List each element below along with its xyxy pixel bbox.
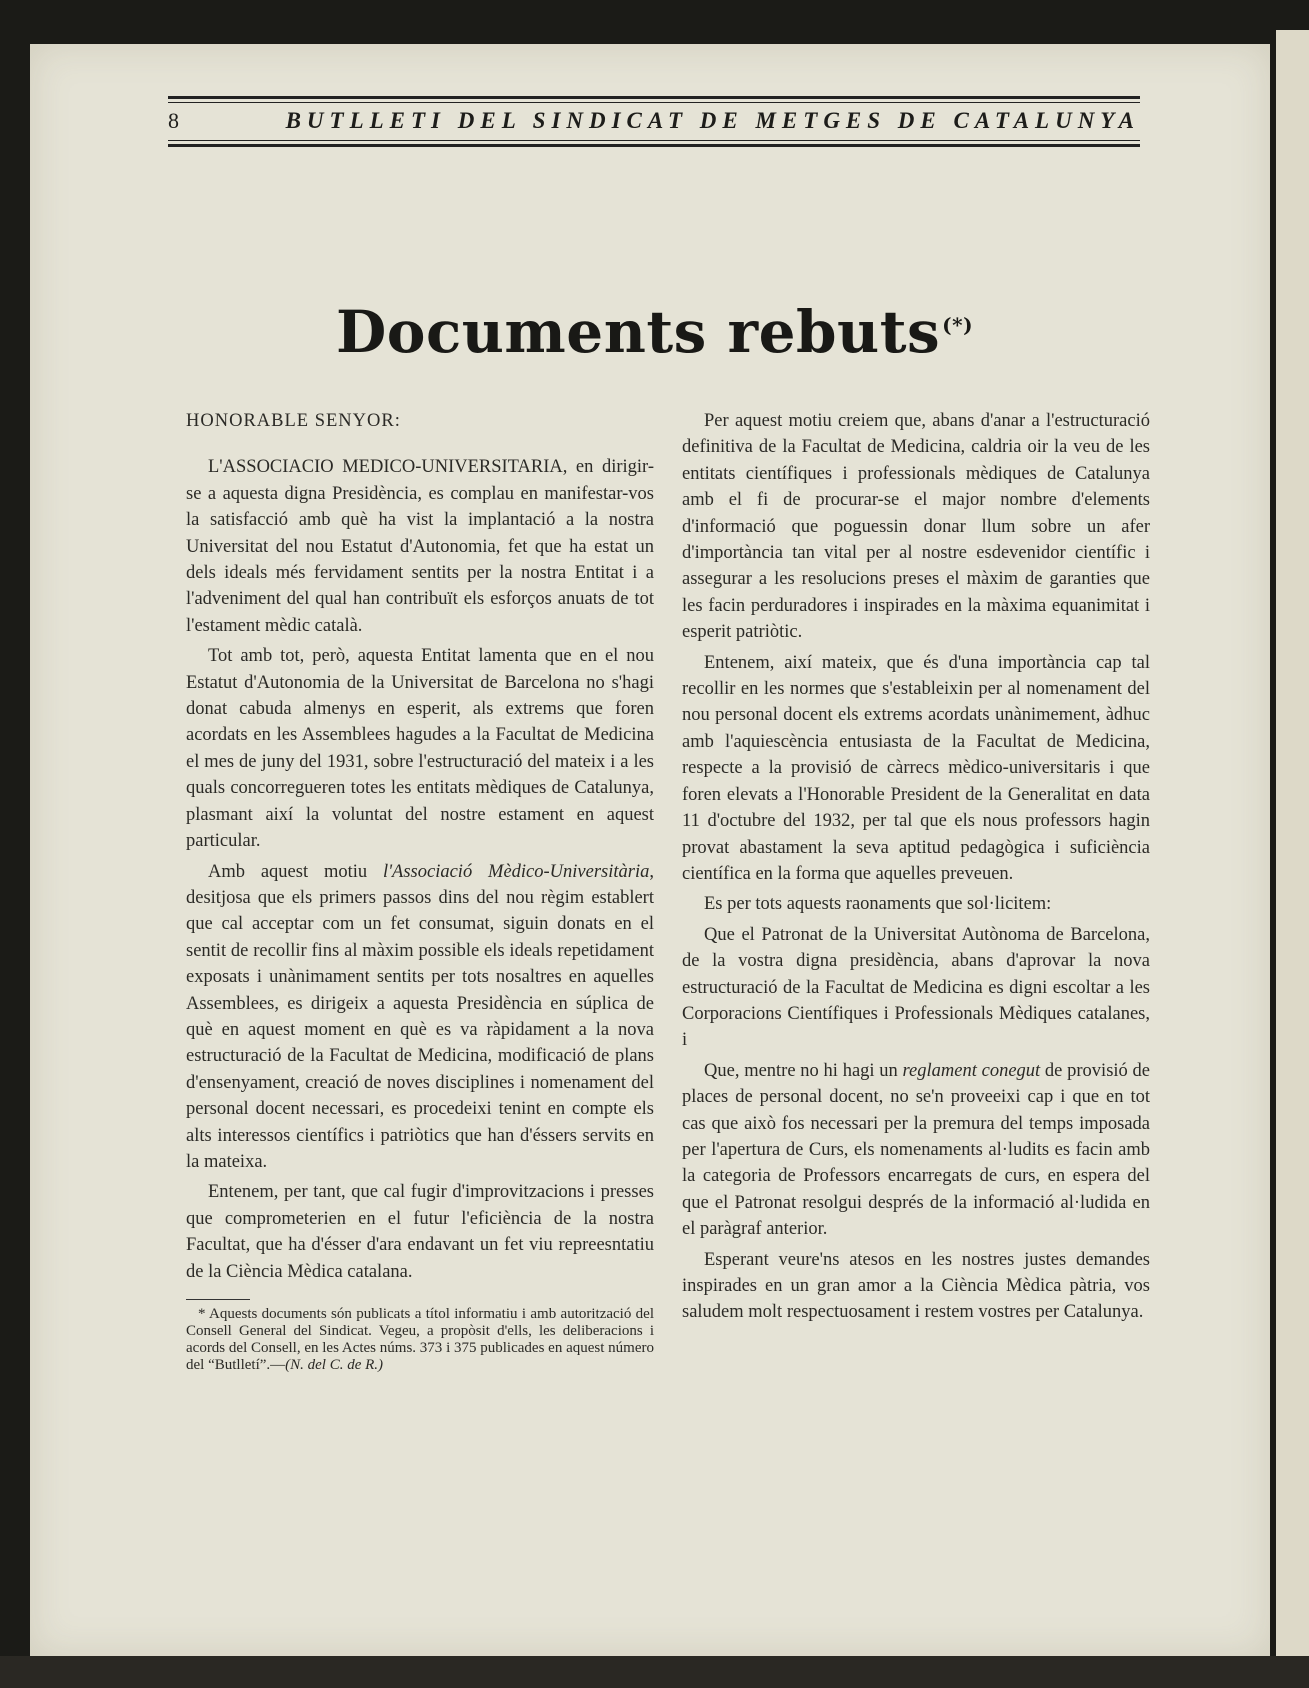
page-number: 8 xyxy=(168,108,179,133)
footnote-signature: (N. del C. de R.) xyxy=(285,1357,384,1373)
article-title xyxy=(0,298,1309,366)
text-run: Que, mentre no hi hagi un xyxy=(704,1060,903,1081)
header-rule-bottom xyxy=(168,144,1140,147)
footnote-marker: (*) xyxy=(942,312,974,337)
paragraph: Entenem, per tant, que cal fugir d'improvitzacions i presses que comprometerien en el futur l'eficiència de la nostra Facultat, que ha d'ésser d'ara endavant un fet viu repreesntatiu de la Ciència Mèdica catalana. xyxy=(186,1182,654,1282)
paragraph: Que el Patronat de la Universitat Autònoma de Barcelona, de la vostra digna presidència, abans d'aprovar la nova estructuració de la Facultat de Medicina es digni escoltar a les Corporacions Científiques i Professionals Mèdiques catalanes, i xyxy=(682,924,1150,1051)
text-run: de provisió de places de personal docent, no se'n proveeixi cap i que en tot cas que això fos necessari per la premura del temps imposada per l'apertura de Curs, els nomenaments al·ludits es facin amb la categoria de Professors encarregats de curs, en espera del que el Patronat resolgui després de la informació al·ludida en el paràgraf anterior. xyxy=(682,1060,1150,1240)
italic-entity-name: l'Associació Mèdico-Universitària xyxy=(382,861,650,882)
header-row xyxy=(168,105,1140,137)
journal-title: BUTLLETI DEL SINDICAT DE METGES DE CATALUNYA xyxy=(285,108,1140,133)
header-rule-top xyxy=(168,96,1140,99)
article-title-text: Documents rebuts xyxy=(335,298,941,366)
paragraph: Per aquest motiu creiem que, abans d'anar a l'estructuració definitiva de la Facultat de Medicina, caldria oir la veu de les entitats científiques i professionals mèdiques de Catalunya amb el fi de procurar-se el major nombre d'elements d'informació que poguessin donar llum sobre un afer d'importància tan vital per al nostre esdevenidor científic i assegurar a les resolucions preses el màxim de garanties que les facin perduradores i inspirades en la màxima equanimitat i esperit patriòtic. xyxy=(682,411,1150,643)
text-run: , desitjosa que els primers passos dins del nou règim establert que cal acceptar com un fet consumat, siguin donats en el sentit de recollir fins al màxim possible els ideals repetidament exposats i unànimament sentits per tots nosaltres en aquelles Assemblees, es dirigeix a aquesta Presidència en súplica de què en aquest moment en què es va ràpidament a la nova estructuració de la Facultat de Medicina, modificació de plans d'ensenyament, creació de noves disciplines i nomenament del personal docent necessari, es procedeixi tenint en compte els alts interessos científics i patriòtics que han d'éssers servits en la mateixa. xyxy=(186,861,654,1172)
running-header xyxy=(168,96,1140,147)
left-column xyxy=(186,408,654,1374)
paragraph: Es per tots aquests raonaments que sol·licitem: xyxy=(704,894,1052,915)
italic-term: reglament conegut xyxy=(902,1060,1041,1081)
salutation: HONORABLE SENYOR: xyxy=(186,411,401,431)
right-column xyxy=(682,408,1150,1326)
paragraph: L'ASSOCIACIO MEDICO-UNIVERSITARIA, en dirigir-se a aquesta digna Presidència, es complau en manifestar-vos la satisfacció amb què ha vist la implantació a la nostra Universitat del nou Estatut d'Autonomia, fet que ha estat un dels ideals més fervidament sentits per la nostra Entitat i a l'adveniment del qual han contribuït els esforços anuats de tot l'estament mèdic català. xyxy=(186,457,654,636)
paragraph: Entenem, així mateix, que és d'una importància cap tal recollir en les normes que s'estableixin per al nomenament del nou personal docent els extrems acordats unànimement, àdhuc amb l'aquiescència entusiasta de la Facultat de Medicina, respecte a la provisió de càrrecs mèdico-universitaris i que foren elevats a l'Honorable President de la Generalitat en data 11 d'octubre del 1932, per tal que els nous professors hagin provat abastament la seva aptitud pedagògica i suficiència científica en la forma que aquelles preveuen. xyxy=(682,652,1150,884)
paragraph: Esperant veure'ns atesos en les nostres justes demandes inspirades en un gran amor a la Ciència Mèdica pàtria, vos saludem molt respectuosament i restem vostres per Catalunya. xyxy=(682,1249,1150,1323)
scan-border xyxy=(0,1656,1309,1688)
header-rule-bottom-thin xyxy=(168,140,1140,141)
footnote xyxy=(186,1306,654,1374)
footnote-text: * Aquests documents són publicats a títol informatiu i amb autorització del Consell General del Sindicat. Vegeu, a propòsit d'ells, les deliberacions i acords del Consell, en les Actes núms. 373 i 375 publicades en aquest número del “Butlletí”.— xyxy=(186,1306,654,1373)
facing-page-edge xyxy=(1276,30,1309,1688)
paragraph xyxy=(682,1058,1150,1243)
header-rule-top-thin xyxy=(168,102,1140,103)
footnote-divider xyxy=(186,1299,250,1300)
paragraph xyxy=(186,859,654,1176)
text-run: Amb aquest motiu xyxy=(208,861,383,882)
paragraph: Tot amb tot, però, aquesta Entitat lamenta que en el nou Estatut d'Autonomia de la Universitat de Barcelona no s'hagi donat cabuda almenys en esperit, als extrems que foren acordats en les Assemblees hagudes a la Facultat de Medicina el mes de juny del 1931, sobre l'estructuració del mateix i a les quals concorregueren totes les entitats mèdiques de Catalunya, plasmant així la voluntat del nostre estament en aquest particular. xyxy=(186,646,654,852)
